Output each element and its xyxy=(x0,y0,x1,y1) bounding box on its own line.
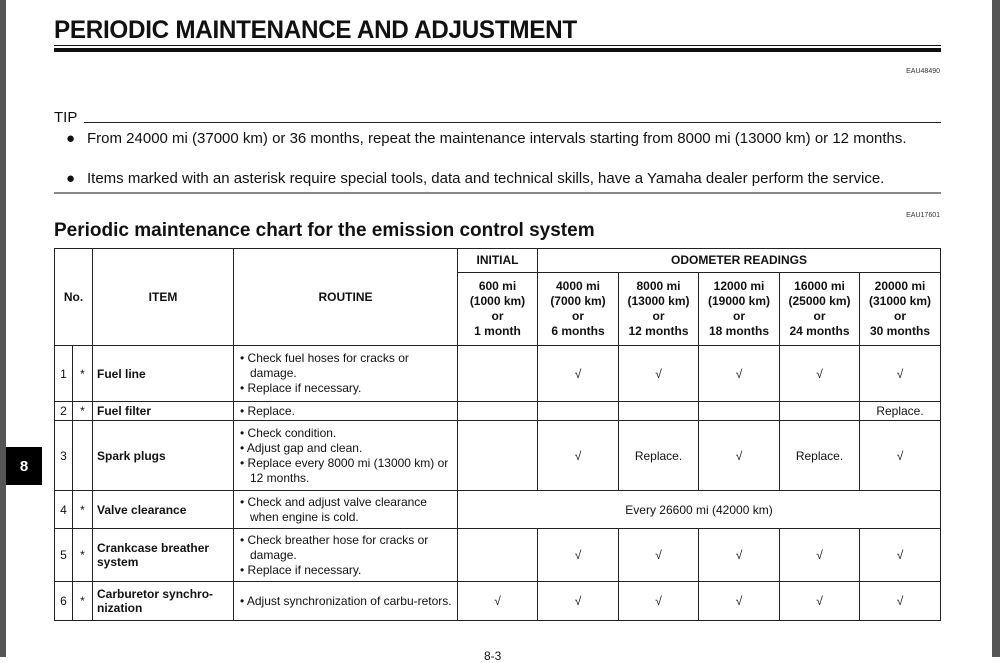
interval-cell: √ xyxy=(619,346,699,402)
section-title: Periodic maintenance chart for the emission control system xyxy=(54,220,595,241)
interval-cell xyxy=(780,402,860,421)
routine xyxy=(234,402,458,421)
table-row xyxy=(55,491,941,529)
routine-line: • Adjust gap and clean. xyxy=(240,440,363,455)
interval-cell xyxy=(458,421,538,491)
item-name: Valve clearance xyxy=(93,491,234,529)
interval-cell: √ xyxy=(860,529,941,582)
header-initial: INITIAL xyxy=(458,249,538,273)
chapter-tab: 8 xyxy=(6,447,42,485)
interval-line: (19000 km) xyxy=(707,294,771,308)
interval-line: or xyxy=(572,309,584,323)
interval-line: 600 mi xyxy=(478,279,517,293)
interval-line: or xyxy=(733,309,745,323)
interval-cell: √ xyxy=(538,582,619,621)
routine-line: • Adjust synchronization of carbu-retors. xyxy=(240,593,452,608)
interval-cell: √ xyxy=(699,421,780,491)
asterisk-marker: * xyxy=(73,402,93,421)
interval-cell: √ xyxy=(619,529,699,582)
item-name: Fuel line xyxy=(93,346,234,402)
asterisk-marker xyxy=(73,421,93,491)
asterisk-marker: * xyxy=(73,491,93,529)
routine xyxy=(234,421,458,491)
header-interval xyxy=(538,273,619,346)
interval-line: 1 month xyxy=(474,324,521,338)
viewer-left-border xyxy=(0,0,6,657)
header-item: ITEM xyxy=(93,249,234,346)
interval-cell: √ xyxy=(699,582,780,621)
tip-bullet: ● Items marked with an asterisk require special tools, data and technical skills, have a Yamaha dealer perform the service. xyxy=(66,170,885,187)
interval-line: 20000 mi xyxy=(874,279,926,293)
interval-line: (1000 km) xyxy=(469,294,526,308)
header-interval xyxy=(458,273,538,346)
interval-cell: √ xyxy=(780,529,860,582)
table-row xyxy=(55,582,941,621)
header-interval xyxy=(699,273,780,346)
header-odometer: ODOMETER READINGS xyxy=(538,249,941,273)
row-number: 3 xyxy=(55,421,73,491)
row-number: 6 xyxy=(55,582,73,621)
tip-label: TIP xyxy=(54,109,78,126)
interval-cell: √ xyxy=(860,421,941,491)
item-name: Carburetor synchro-nization xyxy=(93,582,234,621)
routine xyxy=(234,346,458,402)
interval-cell: √ xyxy=(619,582,699,621)
row-number: 1 xyxy=(55,346,73,402)
interval-line: 24 months xyxy=(789,324,850,338)
routine xyxy=(234,529,458,582)
header-routine: ROUTINE xyxy=(234,249,458,346)
interval-line: (13000 km) xyxy=(627,294,690,308)
routine-line: • Check fuel hoses for cracks or damage. xyxy=(240,351,409,380)
tip-rule xyxy=(84,122,941,123)
interval-cell: √ xyxy=(538,421,619,491)
interval-cell xyxy=(619,402,699,421)
interval-line: or xyxy=(813,309,826,323)
interval-cell: √ xyxy=(699,529,780,582)
interval-cell: √ xyxy=(458,582,538,621)
table-row xyxy=(55,346,941,402)
routine xyxy=(234,582,458,621)
page-title: PERIODIC MAINTENANCE AND ADJUSTMENT xyxy=(54,16,577,44)
header-no: No. xyxy=(55,249,93,346)
interval-cell: Replace. xyxy=(780,421,860,491)
interval-cell: √ xyxy=(860,582,941,621)
asterisk-marker: * xyxy=(73,582,93,621)
row-number: 4 xyxy=(55,491,73,529)
header-interval xyxy=(860,273,941,346)
section-code: EAU17601 xyxy=(906,212,940,219)
item-name: Fuel filter xyxy=(93,402,234,421)
interval-cell: √ xyxy=(860,346,941,402)
interval-line: 12000 mi xyxy=(713,279,765,293)
routine-line: • Replace every 8000 mi (13000 km) or 12 months. xyxy=(240,455,449,485)
header-interval xyxy=(780,273,860,346)
interval-cell: √ xyxy=(780,582,860,621)
row-number: 5 xyxy=(55,529,73,582)
routine-line: • Check breather hose for cracks or damage. xyxy=(240,532,429,562)
interval-line: 6 months xyxy=(551,324,605,338)
row-number: 2 xyxy=(55,402,73,421)
title-rule-thick xyxy=(54,48,941,52)
interval-line: (7000 km) xyxy=(550,294,606,308)
item-name: Spark plugs xyxy=(93,421,234,491)
interval-cell: √ xyxy=(538,346,619,402)
interval-line: or xyxy=(894,309,906,323)
table-row xyxy=(55,402,941,421)
viewer-right-border xyxy=(992,0,1000,657)
routine-line: • Replace if necessary. xyxy=(240,562,362,577)
interval-cell: √ xyxy=(780,346,860,402)
routine-line: • Check and adjust valve clearance when engine is cold. xyxy=(240,494,427,524)
interval-line: (31000 km) xyxy=(868,294,932,308)
table-row xyxy=(55,421,941,491)
interval-cell: Replace. xyxy=(619,421,699,491)
interval-line: 18 months xyxy=(708,324,769,338)
title-rule xyxy=(54,45,941,46)
interval-line: (25000 km) xyxy=(788,294,851,308)
interval-line: or xyxy=(491,309,504,323)
table-row xyxy=(55,529,941,582)
interval-cell xyxy=(458,346,538,402)
interval-line: 12 months xyxy=(628,324,689,338)
interval-cell: √ xyxy=(538,529,619,582)
asterisk-marker: * xyxy=(73,346,93,402)
interval-line: or xyxy=(652,309,665,323)
interval-line: 4000 mi xyxy=(555,279,601,293)
section-code: EAU48490 xyxy=(906,68,940,75)
interval-cell xyxy=(458,402,538,421)
routine-line: • Check condition. xyxy=(240,425,337,440)
header-interval xyxy=(619,273,699,346)
interval-line: 30 months xyxy=(869,324,930,338)
interval-cell xyxy=(538,402,619,421)
routine-line: • Replace. xyxy=(240,403,295,418)
routine-line: • Replace if necessary. xyxy=(240,381,362,395)
page-number: 8-3 xyxy=(484,649,502,663)
routine xyxy=(234,491,458,529)
item-name: Crankcase breather system xyxy=(93,529,234,582)
interval-span: Every 26600 mi (42000 km) xyxy=(458,491,941,529)
tip-end-rule xyxy=(54,192,941,194)
interval-cell: Replace. xyxy=(860,402,941,421)
interval-cell xyxy=(699,402,780,421)
asterisk-marker: * xyxy=(73,529,93,582)
interval-line: 8000 mi xyxy=(636,279,681,293)
interval-cell xyxy=(458,529,538,582)
maintenance-chart xyxy=(54,248,941,621)
tip-bullet: ● From 24000 mi (37000 km) or 36 months, repeat the maintenance intervals starting from 8000 mi (13000 km) or 12 months. xyxy=(66,130,907,147)
interval-cell: √ xyxy=(699,346,780,402)
interval-line: 16000 mi xyxy=(794,279,845,293)
